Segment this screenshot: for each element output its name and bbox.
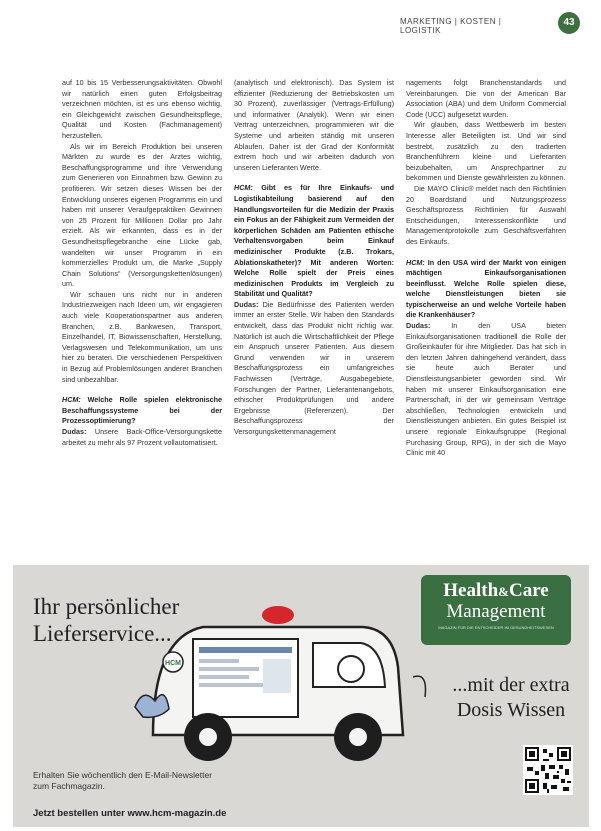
paragraph: auf 10 bis 15 Verbesserungsaktivitäten. Obwohl wir natürlich einen guten Erfolgsbeitrag verzeichnen möchten, ist es uns ebenso wichtig, ein Gleichgewicht zwischen Gesundheitspflege, Qualität und Kosten (Fachmanagement) herzustellen. [62, 78, 222, 140]
ambulance-car-illustration [113, 577, 433, 777]
article-column-1 [62, 78, 222, 448]
call-to-action[interactable] [33, 808, 226, 819]
question-text: In den USA wird der Markt von einigen mächtigen Einkaufsorganisationen beeinflusst. Welche Rolle spielen diese, welche Dienstleistungen bieten sie typischerweise an und welche Vorteile haben die Krankenhäuser? [406, 257, 566, 320]
answer-prefix: Dudas: [62, 427, 87, 436]
article-body [62, 78, 582, 558]
paragraph: Die MAYO Clinic® meldet nach den Richtlinien 20 Boardstand und Nutzungsprozess Geschäftsprozess Richtlinien für Auswahl Entscheidungen, Interessenskonflikte und Managementprotokolle zum Geschäftsverfahren des Einkaufs. [406, 183, 566, 246]
car-badge: HCM [165, 660, 181, 667]
question-text: Gibt es für Ihre Einkaufs- und Logistikabteilung basierend auf den Handlungsvorteilen für die Medizin der Praxis ein Fokus an der Fähigkeit zum Vermeiden der körperlichen Schäden am Patienten ethische Verhaltensvorgaben beim Einkauf medizinischer Produkte (z.B. Trokars, Ablationskatheter)? Mit anderen Worten: Welche Rolle spielt der Preis eines medizinischen Produkts im Vergleich zu Stabilität und Qualität? [234, 183, 394, 299]
answer-text: Unsere Back-Office-Versorgungskette arbeitet zu mehr als 97 Prozent vollautomatisiert. [62, 427, 222, 447]
question-prefix: HCM: [62, 395, 81, 405]
ad-headline-line: Lieferservice... [33, 621, 172, 646]
motion-line-icon [413, 676, 426, 697]
newsletter-line: Erhalten Sie wöchentlich den E-Mail-Newsletter [33, 770, 213, 780]
screen-line [199, 667, 259, 671]
answer-prefix: Dudas: [234, 299, 259, 309]
wheel-hub [349, 728, 367, 746]
brand-logo[interactable] [421, 575, 571, 645]
exhaust-cloud-icon [135, 695, 169, 718]
interview-answer [406, 321, 566, 459]
ad-tagline-line: ...mit der extra [452, 674, 570, 696]
paragraph: Als wir im Bereich Produktion bei unseren Märkten zu wurde es der Arztes wichtig, Beschaffungsprogramme und ihre Verwendung zum Generieren von Einnahmen bzw. Gewinn zu profitieren. Wir setzen dieses Wissen bei der Entwicklung unseres eigenen Programms ein und haben mit unserer Veraufgepraktiken Gewinnen von 25 Prozent für Millionen Dollar pro Jahr erzielt. Als wir erkannten, dass es in der Gesundheitspflegebranche eine Lücke gab, wandelten wir unser Programm in ein kommerzielles Produkt um, die Marke „Supply Chain Solutions“ (Versorgungskettenlösungen) um. [62, 141, 222, 289]
brand-subtitle: Management [446, 601, 546, 622]
interview-answer [62, 427, 222, 448]
screen-line [199, 659, 239, 663]
siren-icon [262, 606, 294, 624]
qr-code-icon[interactable] [523, 745, 573, 795]
section-title: MARKETING | KOSTEN | LOGISTIK [400, 17, 502, 35]
screen-image [263, 659, 291, 693]
interview-question [234, 183, 394, 300]
page-header [400, 12, 580, 34]
cta-link[interactable]: www.hcm-magazin.de [127, 808, 227, 819]
car-side-window [313, 643, 385, 687]
wheel-hub [199, 728, 217, 746]
paragraph: Wir schauen uns nicht nur in anderen Industriezweigen nach Ideen um, wir engagieren auch viele Kooperationspartner aus anderen Branchen, z.B. Bankwesen, Transport, Einzelhandel, IT, Biowissenschaften, Herstellung, Verlagswesen und Telekommunikation, um uns hier zu beraten. Die verschiedenen Perspektiven in Bezug auf Problemlösungen anderer Branchen sind unbezahlbar. [62, 289, 222, 384]
interview-answer [234, 300, 394, 438]
newsletter-line: zum Fachmagazin. [33, 781, 105, 791]
brand-word: Care [508, 580, 549, 601]
brand-title [421, 581, 571, 602]
interview-question [406, 258, 566, 322]
cta-prefix: Jetzt bestellen unter [33, 808, 128, 819]
answer-text: Die Bedürfnisse des Patienten werden immer an erster Stelle. Wir haben den Standards entwickelt, dass das Produkt nicht richtig war. Natürlich ist auch die Wirtschaftlichkeit der Pflege ein Anspruch unserer Patienten. Aus diesem Grund verwenden wir in unserem Beschaffungsprozess ein umfangreiches Fachwissen (Verträge, Ausgabegebiete, Forschungen der Partner, Lieferantenangebots, ethischer Produktprüfungen und andere Ergebnisse (Referenzen). Der Beschaffungsprozess der Versorgungskettenmanagement [234, 299, 394, 436]
article-column-3 [406, 78, 566, 459]
brand-ampersand: & [498, 584, 509, 599]
question-prefix: HCM: [234, 183, 253, 193]
article-column-2 [234, 78, 394, 438]
answer-prefix: Dudas: [406, 321, 431, 331]
ad-headline-line: Ihr persönlicher [33, 594, 180, 619]
paragraph: nagements folgt Branchenstandards und Vereinbarungen. Die von der American Bar Association (ABA) und dem Uniform Commercial Code (UCC) aufgesetzt wurden. [406, 78, 566, 119]
advertisement[interactable] [13, 565, 589, 827]
paragraph: Wir glauben, dass Wettbewerb im besten Interesse aller Beteiligten ist. Und wir sind bestrebt, zusätzlich zu den tradierten Branchenführern kleine und Lieferanten beizubehalten, um Ansprechpartner zu bekommen und Dienste gewährleisten zu können. [406, 120, 566, 183]
paragraph: (analytisch und elektronisch). Das System ist effizienter (Reduzierung der Betriebskosten um 30 Prozent), zuverlässiger (Vertrags-Erfüllung) und informativer (Analytik). Wenn wir einen Vertrag unterzeichnen, programmieren wir die Systeme und arbeiten ständig mit unseren Ablaufen. Daher ist der Grad der Konformität extrem hoch und wir arbeiten dadurch von unseren Lieferanten Werte. [234, 78, 394, 172]
page-number-badge: 43 [558, 12, 580, 34]
screen-line [199, 675, 249, 679]
question-text: Welche Rolle spielen elektronische Beschaffungssysteme bei der Prozessoptimierung? [62, 395, 222, 426]
question-prefix: HCM: [406, 257, 425, 267]
ad-tagline [431, 673, 589, 723]
screen-line [199, 683, 269, 687]
newsletter-text [33, 770, 212, 792]
ad-tagline-line: Dosis Wissen [456, 699, 566, 721]
brand-word: Health [443, 580, 499, 601]
answer-text: In den USA bieten Einkaufsorganisationen traditionell die Rolle der Großeinkäufer für ihre Mitglieder. Das hat sich in den letzten Jahren dahingehend verändert, dass sie heute auch Berater und Dienstleistungsanbieter geworden sind. Wir haben mit unserer Einkaufsorganisation eine Partnerschaft, in der wir gemeinsam Verträge abschließen, Technologien entwickeln und Dienstleistungen anbieten. Ein gutes Beispiel ist unsere regionale Einkaufsgruppe (Regional Purchasing Group, RPG), in der sich die Mayo Clinic mit 40 [406, 321, 566, 458]
brand-claim: MAGAZIN FÜR DIE ENTSCHEIDER IM GESUNDHEITSWESEN [438, 625, 554, 630]
screen-header-bar [199, 647, 292, 653]
interview-question [62, 395, 222, 427]
